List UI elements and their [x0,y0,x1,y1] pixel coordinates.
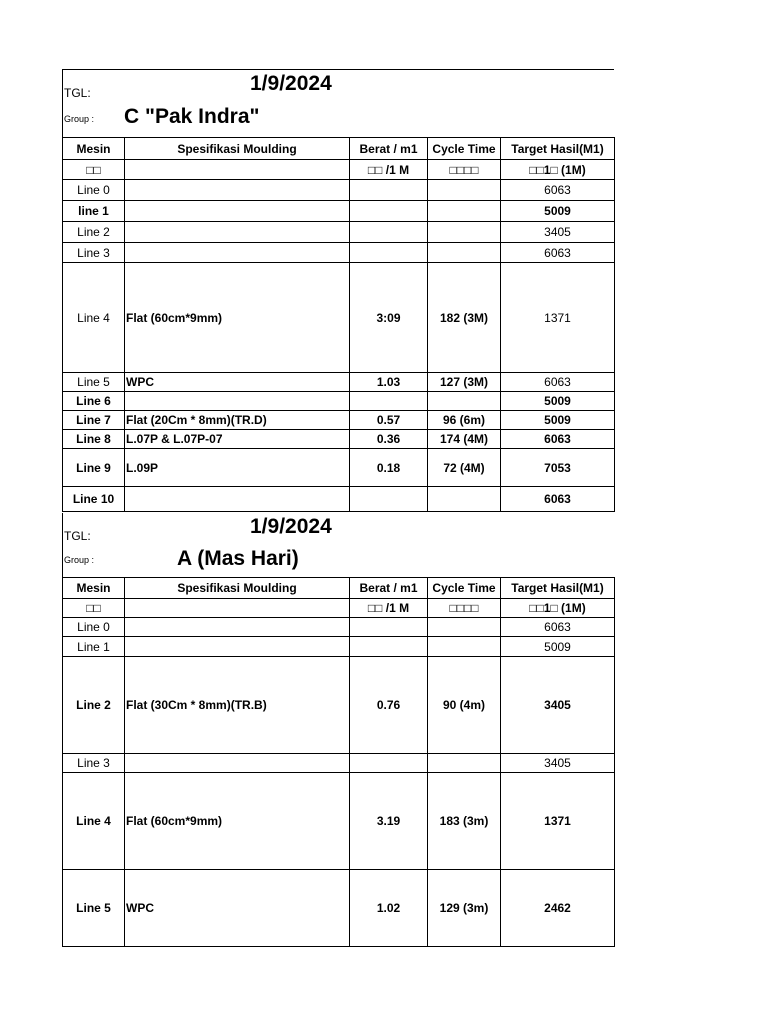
target-cell: 7053 [501,449,615,487]
table-row [63,618,615,637]
spec-cell: Flat (60cm*9mm) [125,263,350,373]
column-subheader-spec [125,160,350,180]
target-cell: 5009 [501,411,615,430]
target-cell: 6063 [501,430,615,449]
mesin-cell: Line 1 [63,637,125,657]
berat-cell [350,392,428,411]
table-row [63,243,615,263]
mesin-cell: Line 10 [63,487,125,512]
berat-cell [350,222,428,243]
table-row [63,263,615,373]
column-header-spec: Spesifikasi Moulding [125,138,350,160]
column-subheader-berat: □□ /1 M [350,599,428,618]
column-subheader-berat: □□ /1 M [350,160,428,180]
spec-cell [125,243,350,263]
table-row [63,430,615,449]
cycle-time-cell: 90 (4m) [428,657,501,754]
header-row [63,138,615,160]
mesin-cell: Line 7 [63,411,125,430]
berat-cell: 3.19 [350,773,428,870]
mesin-cell: Line 5 [63,373,125,392]
target-cell: 3405 [501,657,615,754]
target-cell: 1371 [501,773,615,870]
group-label: Group : [64,555,95,565]
left-border [62,513,63,577]
left-border [62,69,63,137]
subheader-row [63,599,615,618]
column-header-spec: Spesifikasi Moulding [125,578,350,599]
spec-cell: Flat (30Cm * 8mm)(TR.B) [125,657,350,754]
mesin-cell: Line 0 [63,180,125,201]
table-row [63,373,615,392]
report-date: 1/9/2024 [250,72,332,95]
cycle-time-cell [428,637,501,657]
target-cell: 5009 [501,637,615,657]
target-cell: 6063 [501,487,615,512]
spec-cell [125,392,350,411]
spec-cell [125,201,350,222]
cycle-time-cell [428,487,501,512]
target-cell: 1371 [501,263,615,373]
berat-cell: 0.76 [350,657,428,754]
table-row [63,449,615,487]
mesin-cell: Line 5 [63,870,125,947]
report-date: 1/9/2024 [250,515,332,538]
target-cell: 3405 [501,222,615,243]
subheader-row [63,160,615,180]
berat-cell [350,754,428,773]
cycle-time-cell [428,618,501,637]
berat-cell [350,618,428,637]
cycle-time-cell [428,180,501,201]
header-row [63,578,615,599]
target-cell: 6063 [501,373,615,392]
column-subheader-cycle: □□□□ [428,599,501,618]
mesin-cell: Line 4 [63,263,125,373]
berat-cell [350,487,428,512]
spec-cell: L.09P [125,449,350,487]
berat-cell [350,637,428,657]
cycle-time-cell: 183 (3m) [428,773,501,870]
berat-cell [350,243,428,263]
target-cell: 5009 [501,201,615,222]
column-subheader-mesin: □□ [63,160,125,180]
column-subheader-target: □□1□ (1M) [501,599,615,618]
spec-cell [125,754,350,773]
mesin-cell: Line 6 [63,392,125,411]
production-table [62,577,615,947]
column-header-target: Target Hasil(M1) [501,138,615,160]
berat-cell: 0.57 [350,411,428,430]
tgl-label: TGL: [64,86,91,100]
column-header-cycle: Cycle Time [428,578,501,599]
column-header-berat: Berat / m1 [350,578,428,599]
cycle-time-cell [428,754,501,773]
column-subheader-mesin: □□ [63,599,125,618]
spec-cell [125,180,350,201]
mesin-cell: Line 8 [63,430,125,449]
column-header-berat: Berat / m1 [350,138,428,160]
table-row [63,637,615,657]
table-row [63,201,615,222]
table-row [63,870,615,947]
cycle-time-cell: 127 (3M) [428,373,501,392]
berat-cell: 3:09 [350,263,428,373]
berat-cell [350,201,428,222]
column-header-target: Target Hasil(M1) [501,578,615,599]
cycle-time-cell: 182 (3M) [428,263,501,373]
table-row [63,754,615,773]
cycle-time-cell [428,222,501,243]
mesin-cell: Line 2 [63,222,125,243]
table-row [63,657,615,754]
berat-cell: 1.02 [350,870,428,947]
group-name: C "Pak Indra" [124,105,260,128]
cycle-time-cell: 129 (3m) [428,870,501,947]
spec-cell [125,618,350,637]
target-cell: 5009 [501,392,615,411]
spec-cell: L.07P & L.07P-07 [125,430,350,449]
table-row [63,392,615,411]
column-header-mesin: Mesin [63,138,125,160]
mesin-cell: Line 3 [63,754,125,773]
column-subheader-target: □□1□ (1M) [501,160,615,180]
target-cell: 6063 [501,618,615,637]
cycle-time-cell: 174 (4M) [428,430,501,449]
spec-cell [125,637,350,657]
top-border [62,69,614,70]
mesin-cell: Line 3 [63,243,125,263]
mesin-cell: line 1 [63,201,125,222]
target-cell: 2462 [501,870,615,947]
spec-cell: Flat (20Cm * 8mm)(TR.D) [125,411,350,430]
group-name: A (Mas Hari) [177,547,299,570]
mesin-cell: Line 9 [63,449,125,487]
spec-cell: WPC [125,870,350,947]
column-subheader-spec [125,599,350,618]
cycle-time-cell: 96 (6m) [428,411,501,430]
mesin-cell: Line 0 [63,618,125,637]
cycle-time-cell: 72 (4M) [428,449,501,487]
berat-cell [350,180,428,201]
berat-cell: 0.36 [350,430,428,449]
table-row [63,487,615,512]
cycle-time-cell [428,392,501,411]
target-cell: 6063 [501,243,615,263]
table-row [63,411,615,430]
spec-cell: WPC [125,373,350,392]
column-header-cycle: Cycle Time [428,138,501,160]
table-row [63,222,615,243]
tgl-label: TGL: [64,529,91,543]
mesin-cell: Line 4 [63,773,125,870]
spec-cell: Flat (60cm*9mm) [125,773,350,870]
berat-cell: 1.03 [350,373,428,392]
group-label: Group : [64,114,95,124]
column-header-mesin: Mesin [63,578,125,599]
cycle-time-cell [428,243,501,263]
production-table [62,137,615,512]
spec-cell [125,222,350,243]
berat-cell: 0.18 [350,449,428,487]
target-cell: 6063 [501,180,615,201]
table-row [63,773,615,870]
column-subheader-cycle: □□□□ [428,160,501,180]
target-cell: 3405 [501,754,615,773]
cycle-time-cell [428,201,501,222]
mesin-cell: Line 2 [63,657,125,754]
spec-cell [125,487,350,512]
table-row [63,180,615,201]
